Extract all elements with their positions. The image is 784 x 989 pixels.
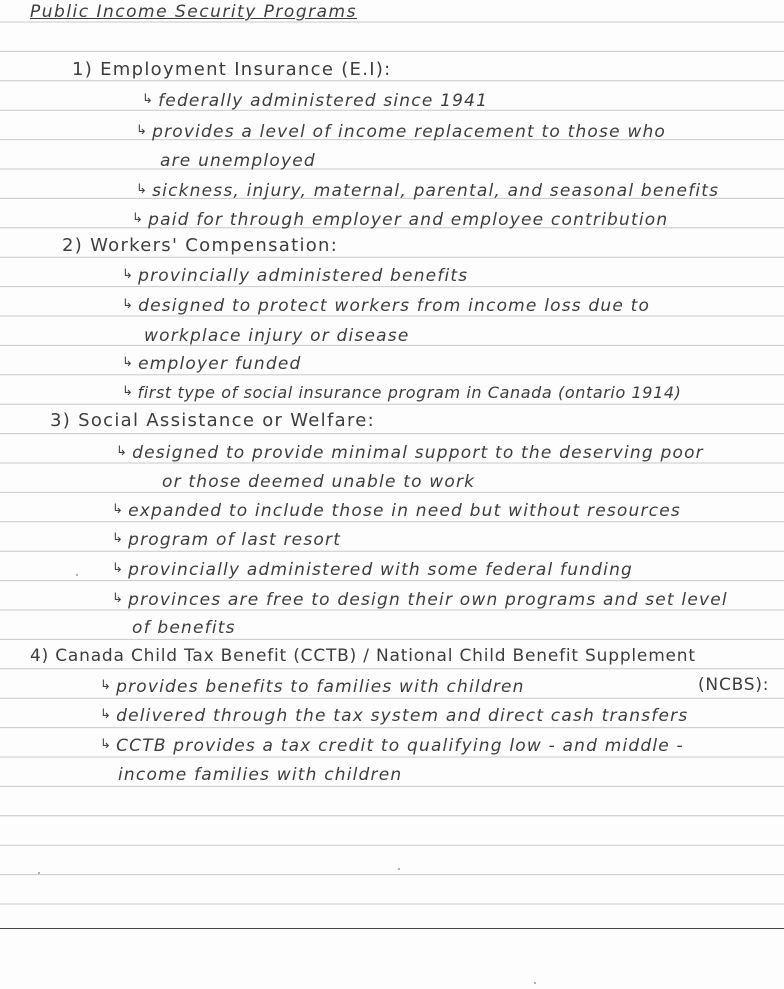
section-2-heading: 2) Workers' Compensation:: [62, 235, 339, 256]
section-3-item-5-cont: of benefits: [132, 618, 236, 638]
section-2-item-2: ↳ designed to protect workers from income loss due to: [122, 296, 651, 316]
section-3-item-5: ↳ provinces are free to design their own programs and set level: [112, 590, 728, 610]
page-bottom-edge: [0, 928, 784, 929]
arrow-icon: ↳: [122, 355, 135, 370]
scan-speck: [76, 574, 78, 576]
section-3-heading: 3) Social Assistance or Welfare:: [50, 410, 375, 431]
arrow-icon: ↳: [136, 182, 149, 197]
section-1-item-2-cont: are unemployed: [160, 151, 316, 171]
scan-speck: [38, 872, 40, 874]
section-4-item-2: ↳ delivered through the tax system and direct cash transfers: [100, 706, 689, 726]
arrow-icon: ↳: [112, 591, 125, 606]
arrow-icon: ↳: [136, 123, 149, 138]
arrow-icon: ↳: [100, 678, 113, 693]
scan-speck: [398, 868, 400, 870]
section-1-item-1: ↳ federally administered since 1941: [142, 91, 489, 111]
arrow-icon: ↳: [122, 297, 135, 312]
section-4-item-3: ↳ CCTB provides a tax credit to qualifying low - and middle -: [100, 736, 684, 756]
section-4-item-1: ↳ provides benefits to families with children: [100, 677, 525, 697]
section-1-item-3: ↳ sickness, injury, maternal, parental, and seasonal benefits: [136, 181, 720, 201]
section-2-item-4: ↳ first type of social insurance program in Canada (ontario 1914): [122, 383, 682, 402]
page-title: Public Income Security Programs: [30, 2, 357, 22]
section-1-item-4: ↳ paid for through employer and employee contribution: [132, 210, 669, 230]
section-3-item-1: ↳ designed to provide minimal support to the deserving poor: [116, 443, 704, 463]
arrow-icon: ↳: [100, 737, 113, 752]
section-3-item-3: ↳ program of last resort: [112, 530, 342, 550]
arrow-icon: ↳: [122, 384, 134, 399]
section-4-heading: 4) Canada Child Tax Benefit (CCTB) / National Child Benefit Supplement: [30, 646, 696, 666]
section-1-item-2: ↳ provides a level of income replacement to those who: [136, 122, 667, 142]
section-3-item-4: ↳ provincially administered with some federal funding: [112, 560, 634, 580]
arrow-icon: ↳: [132, 211, 145, 226]
section-4-heading-cont: (NCBS):: [698, 675, 770, 695]
arrow-icon: ↳: [100, 707, 113, 722]
arrow-icon: ↳: [112, 561, 125, 576]
section-2-item-1: ↳ provincially administered benefits: [122, 266, 469, 286]
arrow-icon: ↳: [112, 502, 125, 517]
arrow-icon: ↳: [142, 92, 155, 107]
section-1-heading: 1) Employment Insurance (E.I):: [72, 59, 392, 80]
section-3-item-1-cont: or those deemed unable to work: [162, 472, 476, 492]
section-3-item-2: ↳ expanded to include those in need but without resources: [112, 501, 681, 521]
arrow-icon: ↳: [112, 531, 125, 546]
arrow-icon: ↳: [122, 267, 135, 282]
section-2-item-3: ↳ employer funded: [122, 354, 302, 374]
section-2-item-2-cont: workplace injury or disease: [144, 326, 410, 346]
section-4-item-3-cont: income families with children: [118, 765, 403, 785]
arrow-icon: ↳: [116, 444, 129, 459]
scan-speck: [534, 982, 536, 984]
